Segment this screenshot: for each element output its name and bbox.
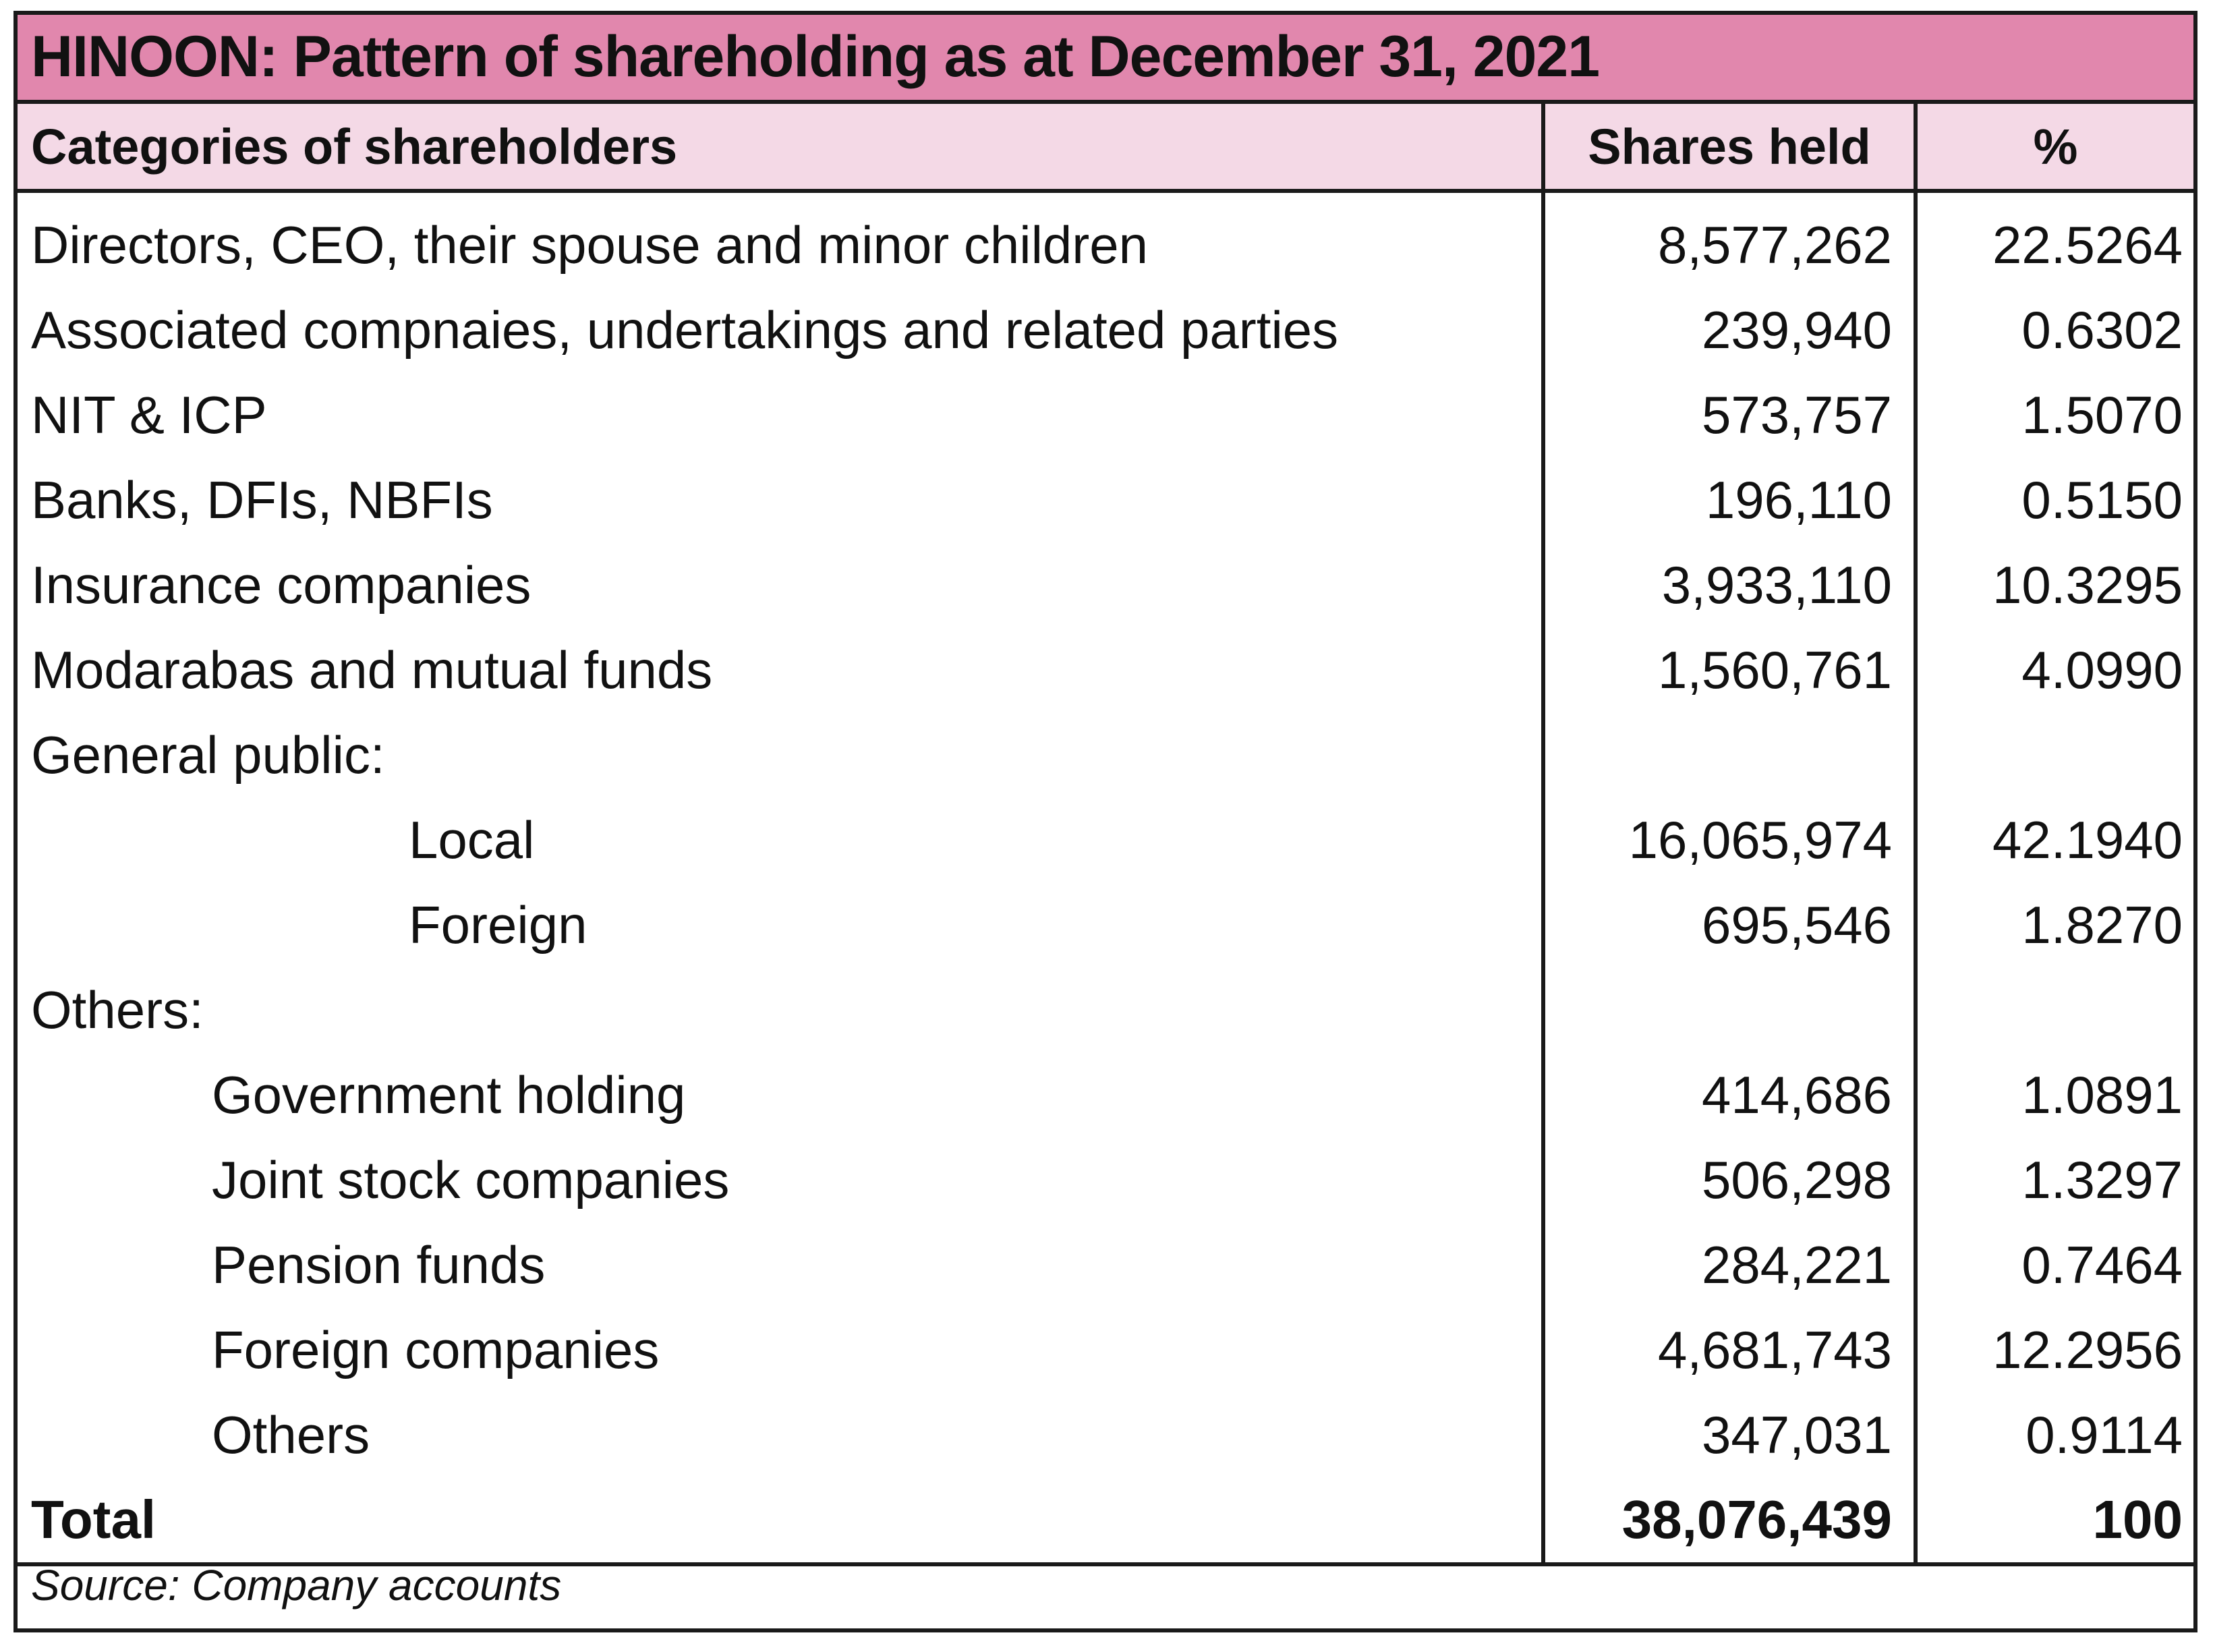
- table-row: [18, 1392, 2193, 1477]
- table-row-group-heading: [18, 967, 2193, 1052]
- table-row: [18, 542, 2193, 627]
- row-shares: 347,031: [1543, 1392, 1916, 1477]
- row-percent: 22.5264: [1916, 191, 2193, 287]
- total-percent: 100: [1916, 1477, 2193, 1564]
- row-category: NIT & ICP: [31, 384, 267, 445]
- row-shares: 8,577,262: [1543, 191, 1916, 287]
- table-row: [18, 372, 2193, 457]
- row-percent: [1916, 967, 2193, 1052]
- row-shares: 1,560,761: [1543, 627, 1916, 712]
- column-header-percent: %: [1916, 104, 2193, 191]
- row-category: Others:: [31, 979, 204, 1039]
- row-category: Government holding: [212, 1064, 686, 1124]
- row-percent: 4.0990: [1916, 627, 2193, 712]
- row-shares: 4,681,743: [1543, 1307, 1916, 1392]
- row-shares: 414,686: [1543, 1052, 1916, 1137]
- row-category: Banks, DFIs, NBFIs: [31, 469, 493, 530]
- row-category: Local: [409, 809, 535, 870]
- row-percent: 0.9114: [1916, 1392, 2193, 1477]
- row-percent: 1.8270: [1916, 882, 2193, 967]
- row-shares: [1543, 712, 1916, 797]
- row-shares: 3,933,110: [1543, 542, 1916, 627]
- row-percent: 1.3297: [1916, 1137, 2193, 1222]
- row-percent: 12.2956: [1916, 1307, 2193, 1392]
- table-row: [18, 797, 2193, 882]
- row-shares: 284,221: [1543, 1222, 1916, 1307]
- row-category: Joint stock companies: [212, 1149, 730, 1209]
- total-shares: 38,076,439: [1543, 1477, 1916, 1564]
- column-header-shares: Shares held: [1543, 104, 1916, 191]
- table-row: [18, 1222, 2193, 1307]
- source-note: Source: Company accounts: [31, 1561, 562, 1610]
- row-percent: 1.0891: [1916, 1052, 2193, 1137]
- row-category: Modarabas and mutual funds: [31, 639, 713, 700]
- shareholding-table: [18, 104, 2193, 1566]
- row-percent: [1916, 712, 2193, 797]
- row-percent: 10.3295: [1916, 542, 2193, 627]
- table-row: [18, 1052, 2193, 1137]
- table-row-group-heading: [18, 712, 2193, 797]
- row-category: Insurance companies: [31, 554, 531, 615]
- row-category: Associated compnaies, undertakings and related parties: [31, 300, 1339, 360]
- shareholding-table-frame: [13, 11, 2197, 1632]
- table-row: [18, 627, 2193, 712]
- row-percent: 0.5150: [1916, 457, 2193, 542]
- row-shares: 239,940: [1543, 287, 1916, 372]
- row-percent: 0.7464: [1916, 1222, 2193, 1307]
- row-category: Directors, CEO, their spouse and minor children: [31, 215, 1149, 275]
- table-row: [18, 1137, 2193, 1222]
- row-shares: 573,757: [1543, 372, 1916, 457]
- row-shares: 196,110: [1543, 457, 1916, 542]
- row-category: Pension funds: [212, 1234, 546, 1294]
- row-shares: 506,298: [1543, 1137, 1916, 1222]
- row-category: General public:: [31, 724, 385, 785]
- row-percent: 1.5070: [1916, 372, 2193, 457]
- table-row: [18, 457, 2193, 542]
- table-row: [18, 1307, 2193, 1392]
- row-percent: 42.1940: [1916, 797, 2193, 882]
- row-shares: [1543, 967, 1916, 1052]
- table-title: HINOON: Pattern of shareholding as at December 31, 2021: [18, 15, 2193, 104]
- column-header-category: Categories of shareholders: [18, 104, 1543, 191]
- row-shares: 16,065,974: [1543, 797, 1916, 882]
- table-row: [18, 882, 2193, 967]
- header-row: [18, 104, 2193, 191]
- row-category: Others: [212, 1404, 370, 1464]
- table-row: [18, 287, 2193, 372]
- row-percent: 0.6302: [1916, 287, 2193, 372]
- row-category: Foreign: [409, 894, 587, 955]
- table-row: [18, 191, 2193, 287]
- row-category: Foreign companies: [212, 1319, 660, 1379]
- total-label: Total: [18, 1477, 1543, 1564]
- row-shares: 695,546: [1543, 882, 1916, 967]
